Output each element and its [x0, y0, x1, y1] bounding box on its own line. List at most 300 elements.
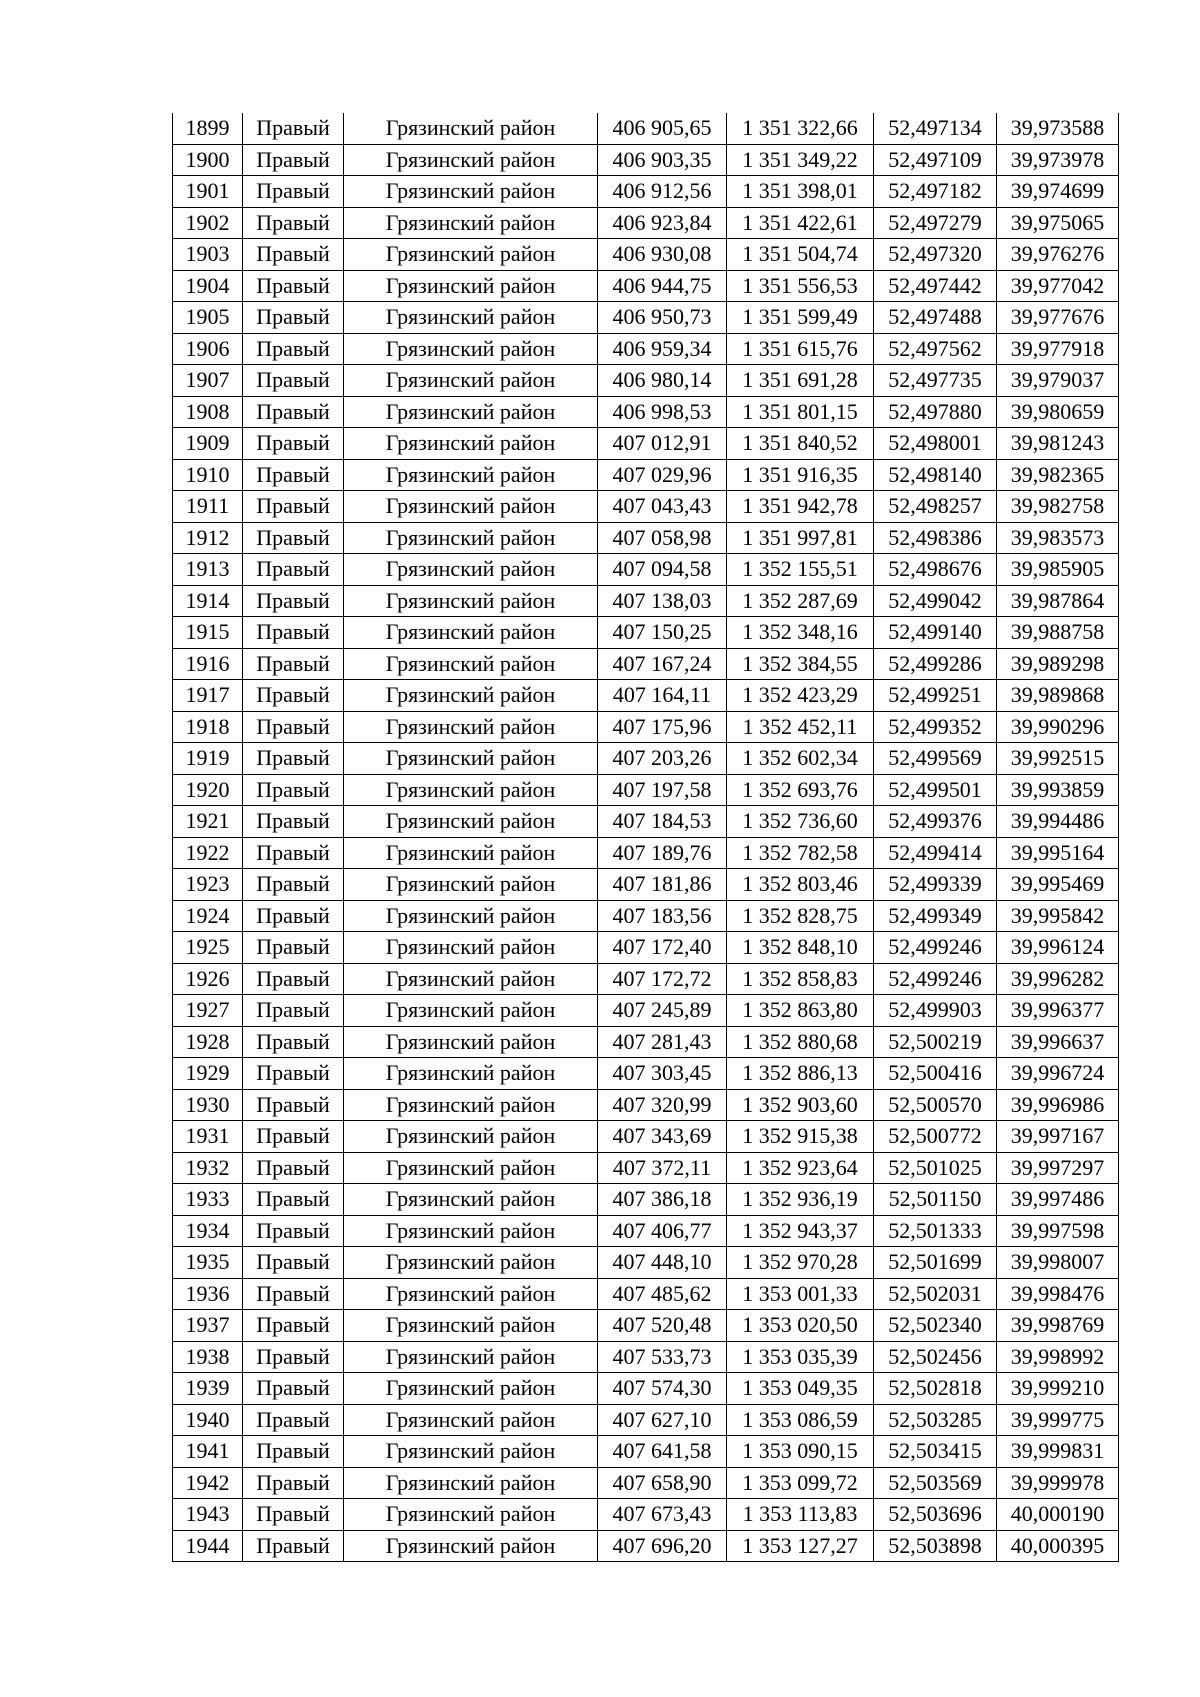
longitude-cell: 39,982365	[997, 459, 1119, 491]
y-coordinate-cell: 1 352 602,34	[727, 743, 874, 775]
x-coordinate-cell: 407 673,43	[598, 1499, 727, 1531]
table-row	[173, 1058, 1119, 1090]
y-coordinate-cell: 1 351 599,49	[727, 302, 874, 334]
longitude-cell: 39,997297	[997, 1152, 1119, 1184]
district-cell: Грязинский район	[344, 1310, 598, 1342]
latitude-cell: 52,497182	[874, 176, 997, 208]
x-coordinate-cell: 407 281,43	[598, 1026, 727, 1058]
latitude-cell: 52,497562	[874, 333, 997, 365]
point-number-cell: 1920	[173, 774, 243, 806]
table-row	[173, 207, 1119, 239]
longitude-cell: 39,997486	[997, 1184, 1119, 1216]
longitude-cell: 39,973588	[997, 113, 1119, 144]
table-row	[173, 1278, 1119, 1310]
bank-cell: Правый	[243, 1310, 344, 1342]
table-row	[173, 869, 1119, 901]
point-number-cell: 1909	[173, 428, 243, 460]
district-cell: Грязинский район	[344, 1058, 598, 1090]
y-coordinate-cell: 1 352 348,16	[727, 617, 874, 649]
point-number-cell: 1940	[173, 1404, 243, 1436]
point-number-cell: 1936	[173, 1278, 243, 1310]
longitude-cell: 39,980659	[997, 396, 1119, 428]
district-cell: Грязинский район	[344, 837, 598, 869]
x-coordinate-cell: 406 923,84	[598, 207, 727, 239]
x-coordinate-cell: 406 903,35	[598, 144, 727, 176]
district-cell: Грязинский район	[344, 428, 598, 460]
latitude-cell: 52,499569	[874, 743, 997, 775]
latitude-cell: 52,499339	[874, 869, 997, 901]
longitude-cell: 39,995164	[997, 837, 1119, 869]
bank-cell: Правый	[243, 711, 344, 743]
longitude-cell: 39,982758	[997, 491, 1119, 523]
point-number-cell: 1925	[173, 932, 243, 964]
longitude-cell: 39,998476	[997, 1278, 1119, 1310]
x-coordinate-cell: 407 167,24	[598, 648, 727, 680]
district-cell: Грязинский район	[344, 365, 598, 397]
district-cell: Грязинский район	[344, 491, 598, 523]
point-number-cell: 1922	[173, 837, 243, 869]
bank-cell: Правый	[243, 869, 344, 901]
district-cell: Грязинский район	[344, 1152, 598, 1184]
point-number-cell: 1917	[173, 680, 243, 712]
table-row	[173, 774, 1119, 806]
bank-cell: Правый	[243, 1121, 344, 1153]
point-number-cell: 1900	[173, 144, 243, 176]
point-number-cell: 1931	[173, 1121, 243, 1153]
district-cell: Грязинский район	[344, 1530, 598, 1562]
bank-cell: Правый	[243, 963, 344, 995]
latitude-cell: 52,503696	[874, 1499, 997, 1531]
district-cell: Грязинский район	[344, 1278, 598, 1310]
y-coordinate-cell: 1 352 803,46	[727, 869, 874, 901]
table-row	[173, 1530, 1119, 1562]
y-coordinate-cell: 1 351 997,81	[727, 522, 874, 554]
x-coordinate-cell: 407 386,18	[598, 1184, 727, 1216]
latitude-cell: 52,499414	[874, 837, 997, 869]
longitude-cell: 39,976276	[997, 239, 1119, 271]
y-coordinate-cell: 1 351 322,66	[727, 113, 874, 144]
table-row	[173, 491, 1119, 523]
y-coordinate-cell: 1 352 886,13	[727, 1058, 874, 1090]
x-coordinate-cell: 407 245,89	[598, 995, 727, 1027]
longitude-cell: 39,985905	[997, 554, 1119, 586]
y-coordinate-cell: 1 351 556,53	[727, 270, 874, 302]
bank-cell: Правый	[243, 1026, 344, 1058]
y-coordinate-cell: 1 351 422,61	[727, 207, 874, 239]
x-coordinate-cell: 406 905,65	[598, 113, 727, 144]
latitude-cell: 52,501333	[874, 1215, 997, 1247]
longitude-cell: 39,996377	[997, 995, 1119, 1027]
longitude-cell: 39,990296	[997, 711, 1119, 743]
longitude-cell: 39,975065	[997, 207, 1119, 239]
longitude-cell: 39,977676	[997, 302, 1119, 334]
bank-cell: Правый	[243, 900, 344, 932]
table-row	[173, 113, 1119, 144]
x-coordinate-cell: 407 641,58	[598, 1436, 727, 1468]
district-cell: Грязинский район	[344, 900, 598, 932]
x-coordinate-cell: 407 184,53	[598, 806, 727, 838]
bank-cell: Правый	[243, 617, 344, 649]
table-row	[173, 1184, 1119, 1216]
district-cell: Грязинский район	[344, 1089, 598, 1121]
point-number-cell: 1921	[173, 806, 243, 838]
table-row	[173, 239, 1119, 271]
bank-cell: Правый	[243, 743, 344, 775]
latitude-cell: 52,497880	[874, 396, 997, 428]
longitude-cell: 39,999210	[997, 1373, 1119, 1405]
table-row	[173, 1152, 1119, 1184]
point-number-cell: 1924	[173, 900, 243, 932]
longitude-cell: 39,995842	[997, 900, 1119, 932]
table-row	[173, 1089, 1119, 1121]
x-coordinate-cell: 407 172,40	[598, 932, 727, 964]
table-row	[173, 900, 1119, 932]
y-coordinate-cell: 1 352 970,28	[727, 1247, 874, 1279]
y-coordinate-cell: 1 351 916,35	[727, 459, 874, 491]
latitude-cell: 52,498676	[874, 554, 997, 586]
bank-cell: Правый	[243, 1278, 344, 1310]
y-coordinate-cell: 1 352 880,68	[727, 1026, 874, 1058]
district-cell: Грязинский район	[344, 522, 598, 554]
longitude-cell: 39,983573	[997, 522, 1119, 554]
longitude-cell: 39,988758	[997, 617, 1119, 649]
x-coordinate-cell: 407 043,43	[598, 491, 727, 523]
table-row	[173, 1026, 1119, 1058]
bank-cell: Правый	[243, 522, 344, 554]
point-number-cell: 1934	[173, 1215, 243, 1247]
latitude-cell: 52,503285	[874, 1404, 997, 1436]
point-number-cell: 1923	[173, 869, 243, 901]
table-row	[173, 1215, 1119, 1247]
table-row	[173, 554, 1119, 586]
longitude-cell: 39,997598	[997, 1215, 1119, 1247]
table-row	[173, 365, 1119, 397]
point-number-cell: 1913	[173, 554, 243, 586]
bank-cell: Правый	[243, 333, 344, 365]
longitude-cell: 39,974699	[997, 176, 1119, 208]
district-cell: Грязинский район	[344, 995, 598, 1027]
y-coordinate-cell: 1 352 863,80	[727, 995, 874, 1027]
table-row	[173, 1436, 1119, 1468]
point-number-cell: 1937	[173, 1310, 243, 1342]
district-cell: Грязинский район	[344, 648, 598, 680]
bank-cell: Правый	[243, 1530, 344, 1562]
district-cell: Грязинский район	[344, 806, 598, 838]
coordinates-table	[172, 113, 1119, 1562]
district-cell: Грязинский район	[344, 1341, 598, 1373]
point-number-cell: 1929	[173, 1058, 243, 1090]
longitude-cell: 39,994486	[997, 806, 1119, 838]
x-coordinate-cell: 407 320,99	[598, 1089, 727, 1121]
bank-cell: Правый	[243, 239, 344, 271]
point-number-cell: 1919	[173, 743, 243, 775]
x-coordinate-cell: 406 998,53	[598, 396, 727, 428]
x-coordinate-cell: 407 533,73	[598, 1341, 727, 1373]
table-row	[173, 333, 1119, 365]
latitude-cell: 52,497320	[874, 239, 997, 271]
y-coordinate-cell: 1 351 942,78	[727, 491, 874, 523]
longitude-cell: 39,996637	[997, 1026, 1119, 1058]
latitude-cell: 52,502031	[874, 1278, 997, 1310]
latitude-cell: 52,499140	[874, 617, 997, 649]
point-number-cell: 1910	[173, 459, 243, 491]
bank-cell: Правый	[243, 932, 344, 964]
table-row	[173, 270, 1119, 302]
y-coordinate-cell: 1 353 020,50	[727, 1310, 874, 1342]
table-row	[173, 837, 1119, 869]
longitude-cell: 39,992515	[997, 743, 1119, 775]
latitude-cell: 52,499352	[874, 711, 997, 743]
bank-cell: Правый	[243, 1467, 344, 1499]
table-row	[173, 680, 1119, 712]
x-coordinate-cell: 406 950,73	[598, 302, 727, 334]
district-cell: Грязинский район	[344, 617, 598, 649]
bank-cell: Правый	[243, 176, 344, 208]
bank-cell: Правый	[243, 144, 344, 176]
x-coordinate-cell: 407 574,30	[598, 1373, 727, 1405]
bank-cell: Правый	[243, 837, 344, 869]
longitude-cell: 39,979037	[997, 365, 1119, 397]
y-coordinate-cell: 1 352 848,10	[727, 932, 874, 964]
point-number-cell: 1942	[173, 1467, 243, 1499]
table-row	[173, 428, 1119, 460]
table-row	[173, 585, 1119, 617]
y-coordinate-cell: 1 352 423,29	[727, 680, 874, 712]
point-number-cell: 1902	[173, 207, 243, 239]
longitude-cell: 39,999775	[997, 1404, 1119, 1436]
latitude-cell: 52,501699	[874, 1247, 997, 1279]
table-row	[173, 711, 1119, 743]
point-number-cell: 1944	[173, 1530, 243, 1562]
latitude-cell: 52,498140	[874, 459, 997, 491]
district-cell: Грязинский район	[344, 869, 598, 901]
y-coordinate-cell: 1 352 782,58	[727, 837, 874, 869]
table-row	[173, 1247, 1119, 1279]
x-coordinate-cell: 407 012,91	[598, 428, 727, 460]
latitude-cell: 52,502456	[874, 1341, 997, 1373]
x-coordinate-cell: 407 183,56	[598, 900, 727, 932]
x-coordinate-cell: 407 203,26	[598, 743, 727, 775]
table-row	[173, 144, 1119, 176]
bank-cell: Правый	[243, 995, 344, 1027]
district-cell: Грязинский район	[344, 333, 598, 365]
x-coordinate-cell: 407 181,86	[598, 869, 727, 901]
district-cell: Грязинский район	[344, 459, 598, 491]
district-cell: Грязинский район	[344, 932, 598, 964]
latitude-cell: 52,499251	[874, 680, 997, 712]
bank-cell: Правый	[243, 1436, 344, 1468]
table-row	[173, 396, 1119, 428]
point-number-cell: 1916	[173, 648, 243, 680]
district-cell: Грязинский район	[344, 554, 598, 586]
longitude-cell: 39,989298	[997, 648, 1119, 680]
latitude-cell: 52,501025	[874, 1152, 997, 1184]
district-cell: Грязинский район	[344, 1499, 598, 1531]
y-coordinate-cell: 1 352 903,60	[727, 1089, 874, 1121]
point-number-cell: 1939	[173, 1373, 243, 1405]
table-row	[173, 617, 1119, 649]
district-cell: Грязинский район	[344, 743, 598, 775]
longitude-cell: 39,973978	[997, 144, 1119, 176]
point-number-cell: 1903	[173, 239, 243, 271]
point-number-cell: 1938	[173, 1341, 243, 1373]
table-row	[173, 743, 1119, 775]
district-cell: Грязинский район	[344, 1373, 598, 1405]
point-number-cell: 1911	[173, 491, 243, 523]
table-row	[173, 176, 1119, 208]
latitude-cell: 52,500570	[874, 1089, 997, 1121]
point-number-cell: 1928	[173, 1026, 243, 1058]
latitude-cell: 52,500219	[874, 1026, 997, 1058]
bank-cell: Правый	[243, 459, 344, 491]
bank-cell: Правый	[243, 1247, 344, 1279]
longitude-cell: 39,996124	[997, 932, 1119, 964]
point-number-cell: 1905	[173, 302, 243, 334]
x-coordinate-cell: 407 448,10	[598, 1247, 727, 1279]
point-number-cell: 1926	[173, 963, 243, 995]
y-coordinate-cell: 1 352 384,55	[727, 648, 874, 680]
longitude-cell: 39,995469	[997, 869, 1119, 901]
y-coordinate-cell: 1 353 035,39	[727, 1341, 874, 1373]
district-cell: Грязинский район	[344, 1436, 598, 1468]
x-coordinate-cell: 407 485,62	[598, 1278, 727, 1310]
bank-cell: Правый	[243, 554, 344, 586]
table-row	[173, 1373, 1119, 1405]
district-cell: Грязинский район	[344, 1467, 598, 1499]
bank-cell: Правый	[243, 396, 344, 428]
point-number-cell: 1899	[173, 113, 243, 144]
y-coordinate-cell: 1 353 049,35	[727, 1373, 874, 1405]
longitude-cell: 39,987864	[997, 585, 1119, 617]
x-coordinate-cell: 407 627,10	[598, 1404, 727, 1436]
latitude-cell: 52,499376	[874, 806, 997, 838]
y-coordinate-cell: 1 352 828,75	[727, 900, 874, 932]
y-coordinate-cell: 1 353 001,33	[727, 1278, 874, 1310]
longitude-cell: 39,998769	[997, 1310, 1119, 1342]
latitude-cell: 52,502340	[874, 1310, 997, 1342]
point-number-cell: 1914	[173, 585, 243, 617]
latitude-cell: 52,499246	[874, 932, 997, 964]
x-coordinate-cell: 407 172,72	[598, 963, 727, 995]
longitude-cell: 39,981243	[997, 428, 1119, 460]
bank-cell: Правый	[243, 1404, 344, 1436]
x-coordinate-cell: 407 197,58	[598, 774, 727, 806]
y-coordinate-cell: 1 351 691,28	[727, 365, 874, 397]
x-coordinate-cell: 407 343,69	[598, 1121, 727, 1153]
district-cell: Грязинский район	[344, 711, 598, 743]
district-cell: Грязинский район	[344, 1121, 598, 1153]
x-coordinate-cell: 407 696,20	[598, 1530, 727, 1562]
table-row	[173, 963, 1119, 995]
bank-cell: Правый	[243, 1184, 344, 1216]
latitude-cell: 52,497488	[874, 302, 997, 334]
bank-cell: Правый	[243, 1058, 344, 1090]
longitude-cell: 39,998007	[997, 1247, 1119, 1279]
y-coordinate-cell: 1 353 090,15	[727, 1436, 874, 1468]
y-coordinate-cell: 1 352 936,19	[727, 1184, 874, 1216]
x-coordinate-cell: 406 930,08	[598, 239, 727, 271]
bank-cell: Правый	[243, 491, 344, 523]
longitude-cell: 39,989868	[997, 680, 1119, 712]
x-coordinate-cell: 407 520,48	[598, 1310, 727, 1342]
latitude-cell: 52,503415	[874, 1436, 997, 1468]
table-row	[173, 522, 1119, 554]
district-cell: Грязинский район	[344, 1247, 598, 1279]
x-coordinate-cell: 407 058,98	[598, 522, 727, 554]
latitude-cell: 52,499286	[874, 648, 997, 680]
y-coordinate-cell: 1 352 736,60	[727, 806, 874, 838]
y-coordinate-cell: 1 351 504,74	[727, 239, 874, 271]
y-coordinate-cell: 1 352 915,38	[727, 1121, 874, 1153]
longitude-cell: 40,000190	[997, 1499, 1119, 1531]
longitude-cell: 40,000395	[997, 1530, 1119, 1562]
bank-cell: Правый	[243, 113, 344, 144]
point-number-cell: 1907	[173, 365, 243, 397]
bank-cell: Правый	[243, 1341, 344, 1373]
table-row	[173, 1467, 1119, 1499]
bank-cell: Правый	[243, 1499, 344, 1531]
bank-cell: Правый	[243, 680, 344, 712]
bank-cell: Правый	[243, 270, 344, 302]
x-coordinate-cell: 406 944,75	[598, 270, 727, 302]
bank-cell: Правый	[243, 774, 344, 806]
y-coordinate-cell: 1 351 349,22	[727, 144, 874, 176]
longitude-cell: 39,997167	[997, 1121, 1119, 1153]
bank-cell: Правый	[243, 365, 344, 397]
latitude-cell: 52,503898	[874, 1530, 997, 1562]
x-coordinate-cell: 406 912,56	[598, 176, 727, 208]
latitude-cell: 52,499903	[874, 995, 997, 1027]
table-row	[173, 1310, 1119, 1342]
table-row	[173, 648, 1119, 680]
x-coordinate-cell: 407 303,45	[598, 1058, 727, 1090]
x-coordinate-cell: 407 658,90	[598, 1467, 727, 1499]
longitude-cell: 39,977042	[997, 270, 1119, 302]
point-number-cell: 1943	[173, 1499, 243, 1531]
district-cell: Грязинский район	[344, 1404, 598, 1436]
latitude-cell: 52,501150	[874, 1184, 997, 1216]
x-coordinate-cell: 407 372,11	[598, 1152, 727, 1184]
district-cell: Грязинский район	[344, 963, 598, 995]
table-row	[173, 1341, 1119, 1373]
x-coordinate-cell: 407 094,58	[598, 554, 727, 586]
bank-cell: Правый	[243, 806, 344, 838]
bank-cell: Правый	[243, 1089, 344, 1121]
longitude-cell: 39,977918	[997, 333, 1119, 365]
longitude-cell: 39,996986	[997, 1089, 1119, 1121]
latitude-cell: 52,497279	[874, 207, 997, 239]
latitude-cell: 52,502818	[874, 1373, 997, 1405]
latitude-cell: 52,499042	[874, 585, 997, 617]
x-coordinate-cell: 407 164,11	[598, 680, 727, 712]
latitude-cell: 52,500772	[874, 1121, 997, 1153]
table-body	[173, 113, 1119, 1562]
bank-cell: Правый	[243, 585, 344, 617]
longitude-cell: 39,999978	[997, 1467, 1119, 1499]
y-coordinate-cell: 1 353 113,83	[727, 1499, 874, 1531]
district-cell: Грязинский район	[344, 113, 598, 144]
latitude-cell: 52,497134	[874, 113, 997, 144]
district-cell: Грязинский район	[344, 239, 598, 271]
x-coordinate-cell: 407 029,96	[598, 459, 727, 491]
y-coordinate-cell: 1 352 858,83	[727, 963, 874, 995]
table-row	[173, 1121, 1119, 1153]
bank-cell: Правый	[243, 302, 344, 334]
latitude-cell: 52,499246	[874, 963, 997, 995]
table-row	[173, 932, 1119, 964]
point-number-cell: 1932	[173, 1152, 243, 1184]
bank-cell: Правый	[243, 1152, 344, 1184]
